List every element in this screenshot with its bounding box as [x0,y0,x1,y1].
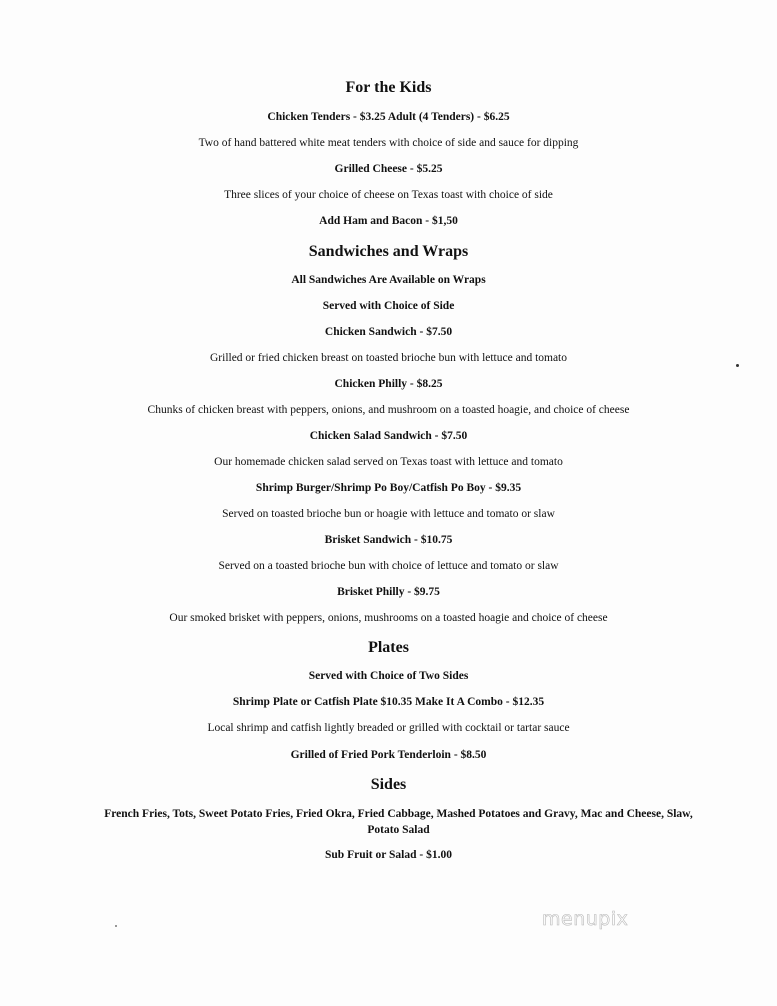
item-desc-chicken-sandwich: Grilled or fried chicken breast on toasted brioche bun with lettuce and tomato [209,352,568,364]
item-title-chicken-philly: Chicken Philly - $8.25 [334,378,443,390]
section-heading-kids: For the Kids [345,79,432,96]
menupix-watermark: menupix [542,908,629,930]
item-title-chicken-salad-sandwich: Chicken Salad Sandwich - $7.50 [309,430,468,442]
item-title-shrimp-burger: Shrimp Burger/Shrimp Po Boy/Catfish Po Boy - $9.35 [255,482,522,494]
item-title-chicken-tenders: Chicken Tenders - $3.25 Adult (4 Tenders) - $6.25 [267,111,510,123]
item-addon-ham-bacon: Add Ham and Bacon - $1,50 [319,215,458,227]
scan-speck [115,925,117,927]
section-heading-sides: Sides [370,776,407,793]
section-heading-sandwiches: Sandwiches and Wraps [308,243,469,260]
item-desc-chicken-philly: Chunks of chicken breast with peppers, onions, and mushroom on a toasted hoagie, and choice of cheese [147,404,630,416]
plates-note-sides: Served with Choice of Two Sides [308,670,469,682]
item-desc-grilled-cheese: Three slices of your choice of cheese on Texas toast with choice of side [224,189,553,201]
item-desc-brisket-philly: Our smoked brisket with peppers, onions, mushrooms on a toasted hoagie and choice of cheese [169,612,608,624]
item-sub-fruit-salad: Sub Fruit or Salad - $1.00 [325,849,452,861]
item-title-grilled-cheese: Grilled Cheese - $5.25 [334,163,443,175]
item-desc-shrimp-burger: Served on toasted brioche bun or hoagie with lettuce and tomato or slaw [222,508,555,520]
item-title-chicken-sandwich: Chicken Sandwich - $7.50 [324,326,453,338]
item-title-pork-tenderloin: Grilled of Fried Pork Tenderloin - $8.50 [290,749,487,761]
sides-list: French Fries, Tots, Sweet Potato Fries, Fried Okra, Fried Cabbage, Mashed Potatoes and Gravy, Mac and Cheese, Slaw, Potato Salad [104,808,693,836]
sandwiches-note-wraps: All Sandwiches Are Available on Wraps [291,274,486,286]
item-desc-chicken-salad-sandwich: Our homemade chicken salad served on Texas toast with lettuce and tomato [214,456,563,468]
item-title-shrimp-catfish-plate: Shrimp Plate or Catfish Plate $10.35 Make It A Combo - $12.35 [232,696,545,708]
item-title-brisket-philly: Brisket Philly - $9.75 [337,586,440,598]
item-title-brisket-sandwich: Brisket Sandwich - $10.75 [324,534,453,546]
item-desc-shrimp-catfish-plate: Local shrimp and catfish lightly breaded or grilled with cocktail or tartar sauce [207,722,570,734]
item-desc-brisket-sandwich: Served on a toasted brioche bun with choice of lettuce and tomato or slaw [218,560,559,572]
section-heading-plates: Plates [368,639,409,656]
item-desc-chicken-tenders: Two of hand battered white meat tenders with choice of side and sauce for dipping [198,137,579,149]
sandwiches-note-side: Served with Choice of Side [322,300,455,312]
scan-speck [736,364,739,367]
